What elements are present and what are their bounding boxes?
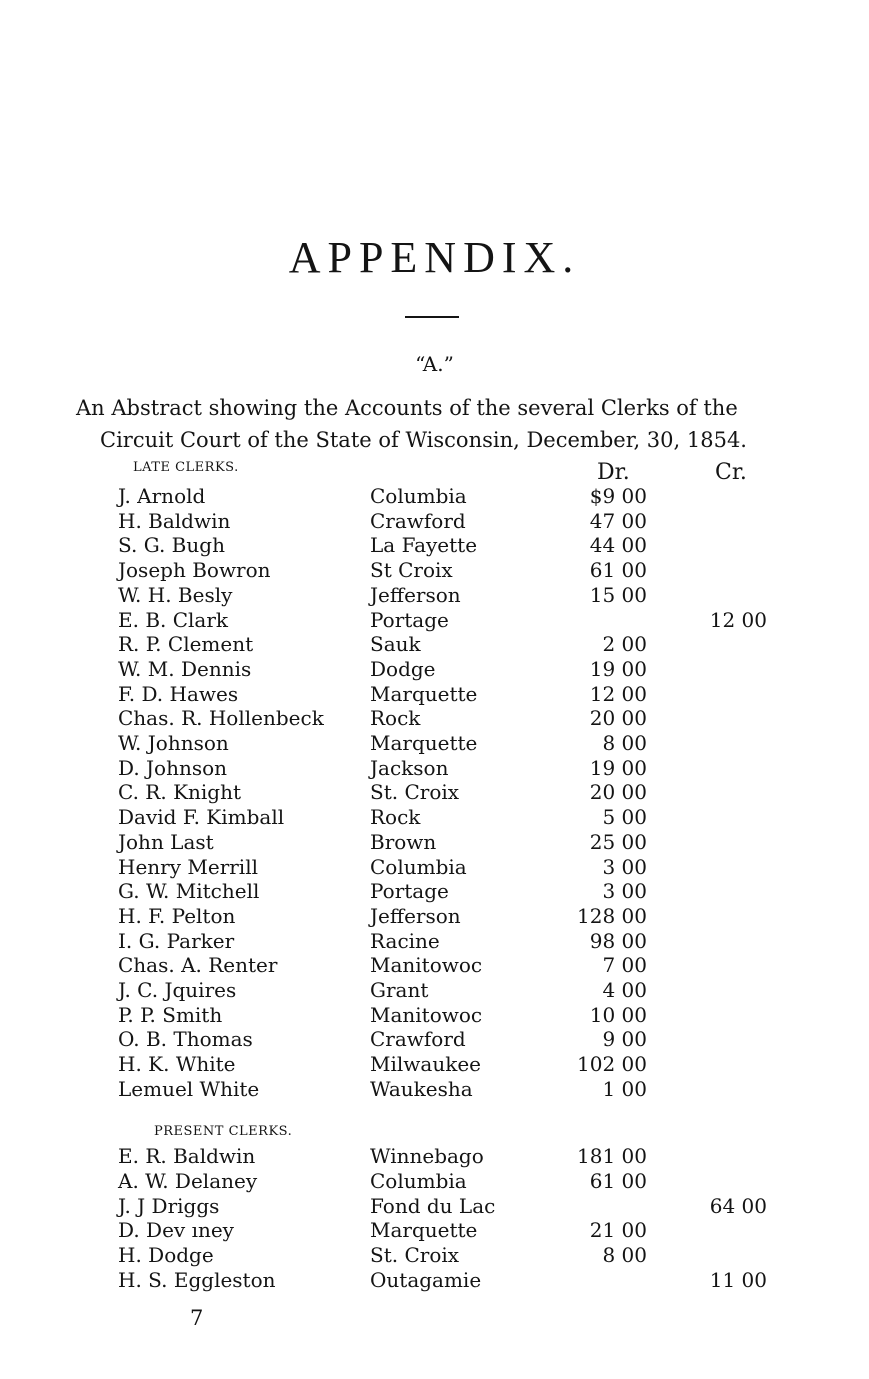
- clerk-row: [0, 509, 869, 534]
- clerk-name: David F. Kimball: [118, 805, 285, 830]
- clerk-row: [0, 657, 869, 682]
- clerk-row: [0, 780, 869, 805]
- county-name: Marquette: [370, 681, 478, 706]
- clerk-row: [0, 978, 869, 1003]
- late-clerks-heading: LATE CLERKS.: [133, 460, 239, 475]
- county-name: Crawford: [370, 1027, 466, 1052]
- clerk-row: [0, 1243, 869, 1268]
- clerk-name: F. D. Hawes: [118, 681, 239, 706]
- debit-amount: 20 00: [589, 780, 647, 805]
- clerk-row: [0, 830, 869, 855]
- debit-amount: 25 00: [589, 829, 647, 854]
- clerk-name: John Last: [118, 829, 214, 854]
- debit-amount: 102 00: [577, 1052, 647, 1077]
- clerk-name: A. W. Delaney: [118, 1168, 258, 1193]
- clerk-name: P. P. Smith: [118, 1002, 223, 1027]
- debit-amount: 15 00: [589, 582, 647, 607]
- clerk-row: [0, 1077, 869, 1102]
- debit-amount: $9 00: [589, 484, 647, 508]
- clerk-name: J. Arnold: [118, 484, 206, 508]
- clerk-row: [0, 1052, 869, 1077]
- county-name: Winnebago: [370, 1144, 484, 1168]
- debit-amount: 20 00: [589, 706, 647, 731]
- county-name: Rock: [370, 805, 421, 830]
- debit-amount: 9 00: [602, 1027, 647, 1052]
- county-name: Grant: [370, 978, 429, 1002]
- county-name: Rock: [370, 706, 421, 731]
- clerk-row: [0, 533, 869, 558]
- debit-amount: 10 00: [589, 1002, 647, 1027]
- debit-amount: 3 00: [602, 854, 647, 879]
- clerk-row: [0, 1003, 869, 1028]
- county-name: Columbia: [370, 1168, 467, 1193]
- clerk-row: [0, 583, 869, 608]
- clerk-name: S. G. Bugh: [118, 533, 225, 558]
- clerk-row: [0, 929, 869, 954]
- clerk-name: I. G. Parker: [118, 928, 235, 953]
- county-name: Marquette: [370, 1218, 478, 1243]
- debit-amount: 47 00: [589, 508, 647, 533]
- debit-amount: 5 00: [602, 805, 647, 830]
- debit-amount: 44 00: [589, 533, 647, 558]
- county-name: Fond du Lac: [370, 1193, 496, 1218]
- debit-amount: 61 00: [589, 1168, 647, 1193]
- page-number: 7: [190, 1306, 204, 1330]
- intro-line-1: An Abstract showing the Accounts of the several Clerks of the: [76, 396, 738, 420]
- clerk-row: [0, 558, 869, 583]
- title-rule: [405, 316, 459, 318]
- clerk-row: [0, 484, 869, 509]
- debit-amount: 2 00: [602, 632, 647, 657]
- clerk-row: [0, 731, 869, 756]
- credit-amount: 64 00: [709, 1193, 767, 1218]
- county-name: Jefferson: [370, 903, 461, 928]
- debit-amount: 19 00: [589, 656, 647, 681]
- county-name: La Fayette: [370, 533, 478, 558]
- debit-amount: 4 00: [602, 978, 647, 1002]
- section-label: “A.”: [415, 352, 454, 376]
- county-name: St. Croix: [370, 1243, 460, 1268]
- county-name: Manitowoc: [370, 953, 483, 978]
- clerk-row: [0, 855, 869, 880]
- county-name: Jackson: [370, 755, 449, 780]
- present-clerks-heading: PRESENT CLERKS.: [154, 1124, 293, 1139]
- debit-amount: 8 00: [602, 731, 647, 755]
- debit-amount: 12 00: [589, 681, 647, 706]
- clerk-name: W. H. Besly: [118, 582, 233, 607]
- clerk-row: [0, 608, 869, 633]
- county-name: Crawford: [370, 508, 466, 533]
- county-name: Sauk: [370, 632, 421, 657]
- debit-amount: 98 00: [589, 928, 647, 953]
- clerk-name: Chas. R. Hollenbeck: [118, 706, 324, 731]
- county-name: Columbia: [370, 854, 467, 879]
- clerk-row: [0, 632, 869, 657]
- cr-column-header: Cr.: [715, 460, 747, 485]
- county-name: Portage: [370, 879, 449, 904]
- clerk-name: E. R. Baldwin: [118, 1144, 256, 1168]
- clerk-name: D. Dev ıney: [118, 1218, 234, 1243]
- clerk-row: [0, 805, 869, 830]
- clerk-name: C. R. Knight: [118, 780, 242, 805]
- clerk-name: Henry Merrill: [118, 854, 258, 879]
- clerk-name: H. Dodge: [118, 1243, 214, 1268]
- clerk-name: Chas. A. Renter: [118, 953, 278, 978]
- county-name: Brown: [370, 829, 437, 854]
- clerk-row: [0, 1194, 869, 1219]
- debit-amount: 19 00: [589, 755, 647, 780]
- clerk-row: [0, 682, 869, 707]
- county-name: Outagamie: [370, 1268, 482, 1292]
- debit-amount: 3 00: [602, 879, 647, 904]
- clerk-row: [0, 1169, 869, 1194]
- clerk-name: J. J Driggs: [118, 1193, 220, 1218]
- debit-amount: 8 00: [602, 1243, 647, 1268]
- clerk-name: H. K. White: [118, 1052, 236, 1077]
- clerk-row: [0, 953, 869, 978]
- clerk-name: J. C. Jquires: [118, 978, 237, 1002]
- clerk-name: H. F. Pelton: [118, 903, 236, 928]
- clerk-row: [0, 904, 869, 929]
- clerk-row: [0, 756, 869, 781]
- dr-column-header: Dr.: [597, 460, 630, 485]
- clerk-name: W. M. Dennis: [118, 656, 252, 681]
- clerk-name: Lemuel White: [118, 1076, 260, 1101]
- clerk-row: [0, 1027, 869, 1052]
- clerk-row: [0, 1268, 869, 1293]
- county-name: Marquette: [370, 731, 478, 755]
- clerk-name: Joseph Bowron: [118, 558, 271, 583]
- debit-amount: 181 00: [577, 1144, 647, 1168]
- county-name: Milwaukee: [370, 1052, 481, 1077]
- debit-amount: 21 00: [589, 1218, 647, 1243]
- county-name: Columbia: [370, 484, 467, 508]
- clerk-row: [0, 706, 869, 731]
- intro-line-2: Circuit Court of the State of Wisconsin, December, 30, 1854.: [100, 428, 747, 452]
- clerk-row: [0, 1144, 869, 1169]
- credit-amount: 12 00: [709, 607, 767, 632]
- county-name: St Croix: [370, 558, 453, 583]
- clerk-name: H. Baldwin: [118, 508, 231, 533]
- county-name: Jefferson: [370, 582, 461, 607]
- debit-amount: 7 00: [602, 953, 647, 978]
- county-name: St. Croix: [370, 780, 460, 805]
- county-name: Dodge: [370, 656, 436, 681]
- debit-amount: 128 00: [577, 903, 647, 928]
- credit-amount: 11 00: [709, 1268, 767, 1292]
- clerk-row: [0, 1218, 869, 1243]
- clerk-name: G. W. Mitchell: [118, 879, 260, 904]
- county-name: Racine: [370, 928, 440, 953]
- clerk-name: O. B. Thomas: [118, 1027, 253, 1052]
- county-name: Portage: [370, 607, 449, 632]
- debit-amount: 61 00: [589, 558, 647, 583]
- clerk-name: H. S. Eggleston: [118, 1268, 276, 1292]
- clerk-name: R. P. Clement: [118, 632, 254, 657]
- county-name: Waukesha: [370, 1076, 473, 1101]
- clerk-name: D. Johnson: [118, 755, 228, 780]
- debit-amount: 1 00: [602, 1076, 647, 1101]
- clerk-row: [0, 879, 869, 904]
- page-title: APPENDIX.: [288, 233, 581, 282]
- county-name: Manitowoc: [370, 1002, 483, 1027]
- clerk-name: E. B. Clark: [118, 607, 229, 632]
- clerk-name: W. Johnson: [118, 731, 229, 755]
